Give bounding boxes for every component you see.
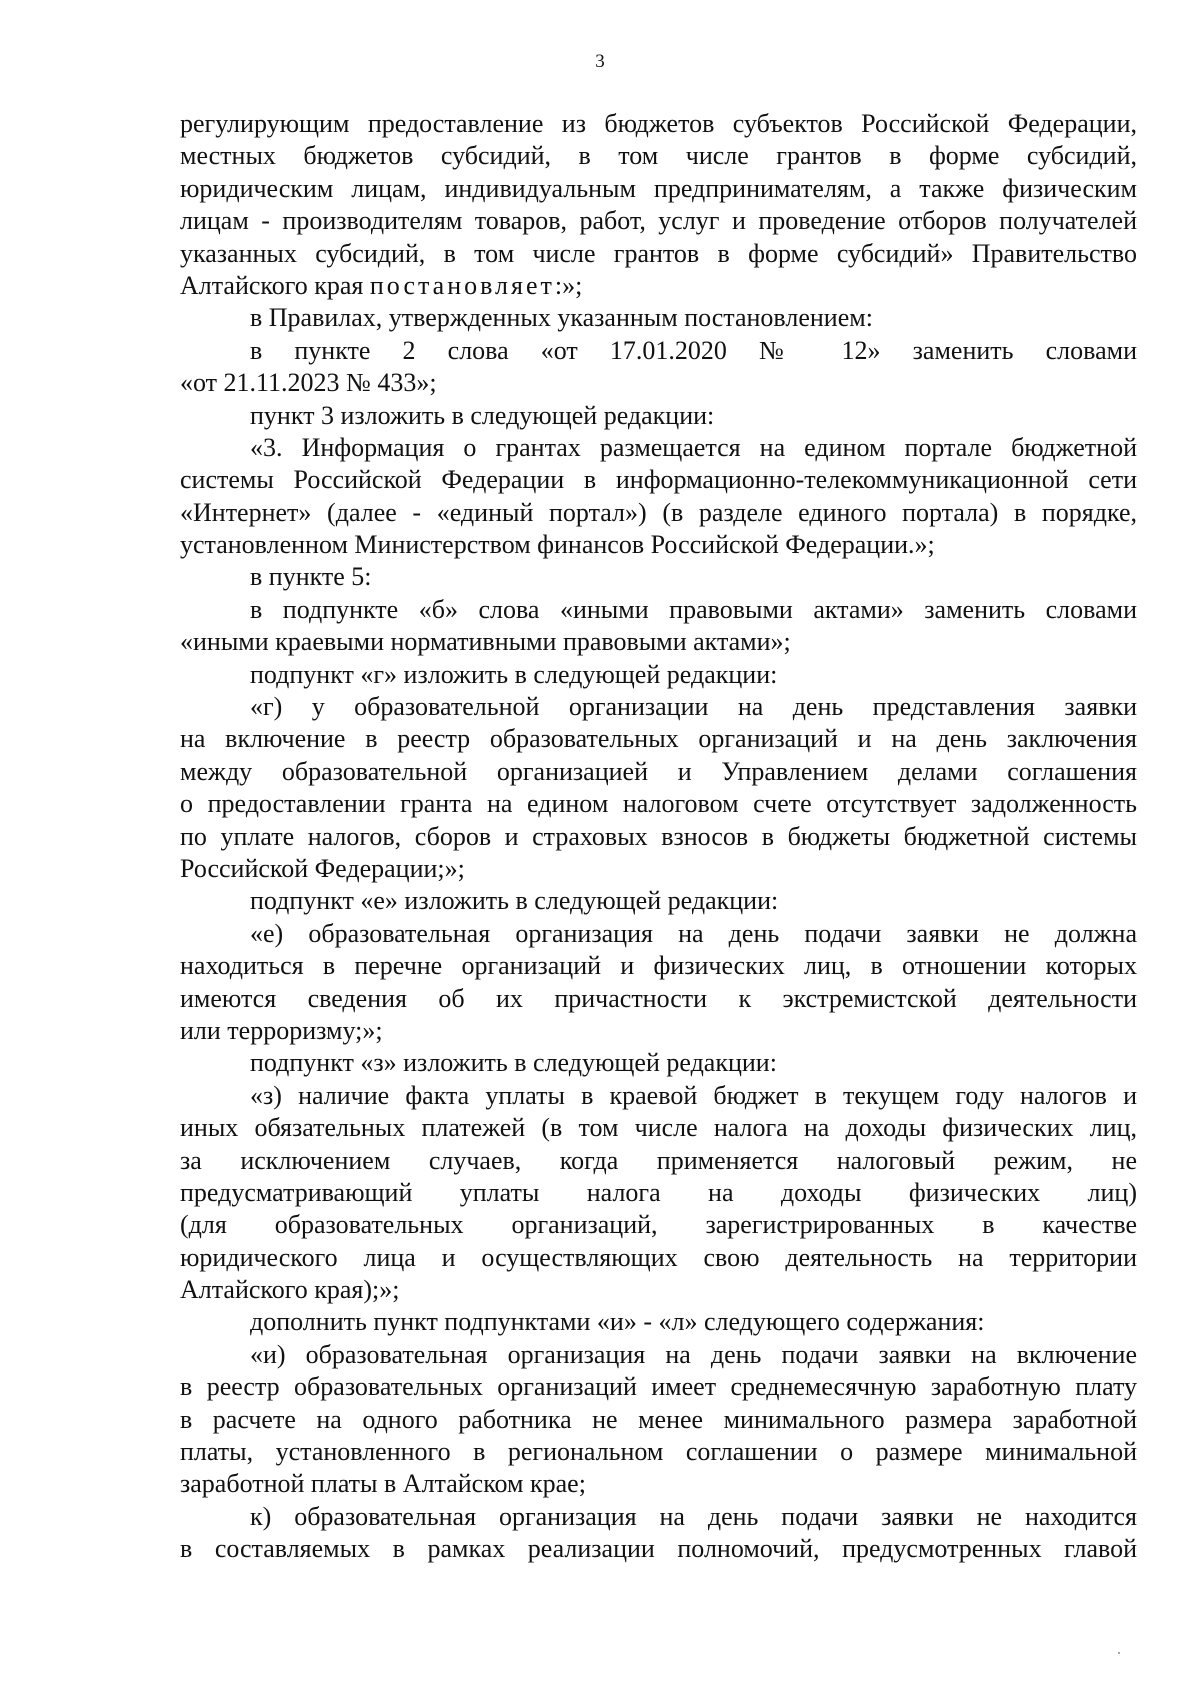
text-line: (для образовательных организаций, зарегистрированных в качестве xyxy=(180,1210,1137,1240)
text-line: регулирующим предоставление из бюджетов субъектов Российской Федерации, xyxy=(180,109,1137,138)
text-line: «е) образовательная организация на день подачи заявки не должна xyxy=(250,918,1137,948)
text-line: в составляемых в рамках реализации полномочий, предусмотренных главой xyxy=(180,1534,1137,1564)
text-line: заработной платы в Алтайском крае; xyxy=(180,1469,586,1499)
text-line: о предоставлении гранта на едином налоговом счете отсутствует задолженность xyxy=(180,789,1137,819)
text-line: лицам - производителям товаров, работ, услуг и проведение отборов получателей xyxy=(180,206,1137,236)
text-line: в подпункте «б» слова «иными правовыми актами» заменить словами xyxy=(250,594,1137,624)
text-line: подпункт «з» изложить в следующей редакции: xyxy=(250,1048,777,1078)
text-line: местных бюджетов субсидий, в том числе грантов в форме субсидий, xyxy=(180,141,1137,171)
text-line: юридическим лицам, индивидуальным предпринимателям, а также физическим xyxy=(180,173,1137,203)
scan-artifact xyxy=(1118,1652,1120,1654)
text-line: между образовательной организацией и Управлением делами соглашения xyxy=(180,756,1137,786)
text-line: иных обязательных платежей (в том числе налога на доходы физических лиц, xyxy=(180,1113,1137,1143)
text-line: дополнить пункт подпунктами «и» - «л» следующего содержания: xyxy=(250,1307,985,1337)
text-line: в пункте 5: xyxy=(250,562,372,592)
text-line: «и) образовательная организация на день подачи заявки на включение xyxy=(250,1339,1137,1369)
text-line: подпункт «г» изложить в следующей редакции: xyxy=(250,659,778,689)
text-line: платы, установленного в региональном соглашении о размере минимальной xyxy=(180,1437,1137,1467)
text-line: «иными краевыми нормативными правовыми актами»; xyxy=(180,627,791,657)
page-number: 3 xyxy=(595,51,605,72)
text-line: к) образовательная организация на день подачи заявки не находится xyxy=(250,1501,1137,1531)
text-line: пункт 3 изложить в следующей редакции: xyxy=(250,400,715,430)
text-line: в Правилах, утвержденных указанным постановлением: xyxy=(250,303,873,333)
text-line: по уплате налогов, сборов и страховых взносов в бюджеты бюджетной системы xyxy=(180,821,1137,851)
text-line: в расчете на одного работника не менее минимального размера заработной xyxy=(180,1404,1137,1434)
text-line: подпункт «е» изложить в следующей редакции: xyxy=(250,886,779,916)
text-line: в пункте 2 слова «от 17.01.2020 № 12» заменить словами xyxy=(250,335,1137,365)
text-line: юридического лица и осуществляющих свою деятельность на территории xyxy=(180,1242,1137,1272)
text-line: или терроризму;»; xyxy=(180,1015,383,1045)
document-body xyxy=(180,108,1137,1566)
text-line: за исключением случаев, когда применяется налоговый режим, не xyxy=(180,1145,1137,1175)
text-line: имеются сведения об их причастности к экстремистской деятельности xyxy=(180,983,1137,1013)
text-line: Алтайского края);»; xyxy=(180,1275,400,1305)
text-line: в реестр образовательных организаций имеет среднемесячную заработную плату xyxy=(180,1372,1137,1402)
text-line: установленном Министерством финансов Российской Федерации.»; xyxy=(180,530,935,560)
text-line: «г) у образовательной организации на день представления заявки xyxy=(250,692,1137,722)
text-line xyxy=(180,270,1137,302)
text-line: «от 21.11.2023 № 433»; xyxy=(180,368,437,398)
spaced-keyword: постановляет xyxy=(369,270,555,300)
text-line: предусматривающий уплаты налога на доходы физических лиц) xyxy=(180,1177,1137,1207)
text-fragment: :»; xyxy=(554,270,583,300)
text-line: на включение в реестр образовательных организаций и на день заключения xyxy=(180,724,1137,754)
text-line: системы Российской Федерации в информационно-телекоммуникационной сети xyxy=(180,465,1137,495)
text-line: «3. Информация о грантах размещается на едином портале бюджетной xyxy=(250,432,1137,462)
text-line: «з) наличие факта уплаты в краевой бюджет в текущем году налогов и xyxy=(250,1080,1137,1110)
text-line: указанных субсидий, в том числе грантов в форме субсидий» Правительство xyxy=(180,238,1137,268)
text-fragment: Алтайского края xyxy=(180,270,364,300)
text-line: Российской Федерации;»; xyxy=(180,853,465,883)
text-line: находиться в перечне организаций и физических лиц, в отношении которых xyxy=(180,951,1137,981)
text-line: «Интернет» (далее - «единый портал») (в разделе единого портала) в порядке, xyxy=(180,497,1137,527)
